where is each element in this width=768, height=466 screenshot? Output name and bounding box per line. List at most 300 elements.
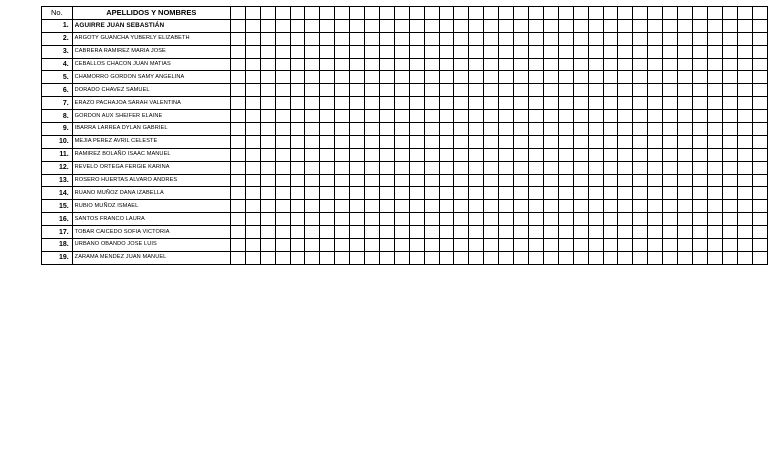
grid-cell[interactable] [633,32,648,45]
grid-cell[interactable] [409,226,424,239]
grid-cell[interactable] [230,135,245,148]
grid-cell[interactable] [439,32,454,45]
grid-cell[interactable] [514,226,529,239]
grid-cell[interactable] [543,187,558,200]
grid-cell[interactable] [573,226,588,239]
grid-cell[interactable] [245,32,260,45]
grid-cell[interactable] [514,251,529,264]
grid-cell[interactable] [543,84,558,97]
header-grid-cell[interactable] [439,7,454,20]
header-grid-cell[interactable] [707,7,722,20]
grid-cell[interactable] [335,213,350,226]
grid-cell[interactable] [603,84,618,97]
grid-cell[interactable] [305,135,320,148]
grid-cell[interactable] [633,226,648,239]
grid-cell[interactable] [335,187,350,200]
grid-cell[interactable] [379,32,394,45]
grid-cell[interactable] [529,251,544,264]
grid-cell[interactable] [290,32,305,45]
grid-cell[interactable] [558,32,573,45]
grid-cell[interactable] [678,71,693,84]
grid-cell[interactable] [439,97,454,110]
grid-cell[interactable] [663,161,678,174]
grid-cell[interactable] [409,174,424,187]
grid-cell[interactable] [409,110,424,123]
grid-cell[interactable] [260,19,275,32]
grid-cell[interactable] [245,148,260,161]
grid-cell[interactable] [573,213,588,226]
grid-cell[interactable] [305,200,320,213]
grid-cell[interactable] [245,187,260,200]
grid-cell[interactable] [737,239,752,252]
grid-cell[interactable] [633,213,648,226]
header-grid-cell[interactable] [469,7,484,20]
grid-cell[interactable] [335,226,350,239]
grid-cell[interactable] [260,58,275,71]
header-grid-cell[interactable] [737,7,752,20]
header-grid-cell[interactable] [588,7,603,20]
grid-cell[interactable] [275,187,290,200]
grid-cell[interactable] [573,45,588,58]
grid-cell[interactable] [350,58,365,71]
grid-cell[interactable] [663,251,678,264]
grid-cell[interactable] [260,84,275,97]
grid-cell[interactable] [394,161,409,174]
grid-cell[interactable] [439,58,454,71]
grid-cell[interactable] [365,123,380,136]
grid-cell[interactable] [499,251,514,264]
grid-cell[interactable] [543,148,558,161]
grid-cell[interactable] [543,174,558,187]
grid-cell[interactable] [692,226,707,239]
grid-cell[interactable] [663,213,678,226]
header-grid-cell[interactable] [543,7,558,20]
grid-cell[interactable] [633,123,648,136]
grid-cell[interactable] [558,200,573,213]
grid-cell[interactable] [573,187,588,200]
grid-cell[interactable] [320,187,335,200]
grid-cell[interactable] [499,97,514,110]
grid-cell[interactable] [230,32,245,45]
grid-cell[interactable] [439,213,454,226]
grid-cell[interactable] [529,135,544,148]
grid-cell[interactable] [335,45,350,58]
grid-cell[interactable] [320,32,335,45]
grid-cell[interactable] [484,97,499,110]
grid-cell[interactable] [230,239,245,252]
grid-cell[interactable] [633,200,648,213]
grid-cell[interactable] [692,200,707,213]
header-grid-cell[interactable] [454,7,469,20]
header-grid-cell[interactable] [245,7,260,20]
grid-cell[interactable] [692,58,707,71]
grid-cell[interactable] [722,97,737,110]
grid-cell[interactable] [409,45,424,58]
grid-cell[interactable] [439,174,454,187]
grid-cell[interactable] [424,97,439,110]
grid-cell[interactable] [692,32,707,45]
grid-cell[interactable] [514,200,529,213]
grid-cell[interactable] [439,239,454,252]
grid-cell[interactable] [678,174,693,187]
grid-cell[interactable] [692,135,707,148]
grid-cell[interactable] [290,123,305,136]
grid-cell[interactable] [394,110,409,123]
header-grid-cell[interactable] [484,7,499,20]
grid-cell[interactable] [439,71,454,84]
grid-cell[interactable] [379,45,394,58]
grid-cell[interactable] [737,19,752,32]
grid-cell[interactable] [469,71,484,84]
header-grid-cell[interactable] [618,7,633,20]
grid-cell[interactable] [379,110,394,123]
grid-cell[interactable] [618,123,633,136]
grid-cell[interactable] [573,32,588,45]
grid-cell[interactable] [409,19,424,32]
grid-cell[interactable] [573,19,588,32]
grid-cell[interactable] [663,148,678,161]
grid-cell[interactable] [603,97,618,110]
grid-cell[interactable] [573,200,588,213]
grid-cell[interactable] [365,97,380,110]
grid-cell[interactable] [663,174,678,187]
header-grid-cell[interactable] [558,7,573,20]
grid-cell[interactable] [469,97,484,110]
grid-cell[interactable] [648,135,663,148]
grid-cell[interactable] [618,161,633,174]
grid-cell[interactable] [558,226,573,239]
grid-cell[interactable] [469,110,484,123]
grid-cell[interactable] [707,226,722,239]
header-grid-cell[interactable] [275,7,290,20]
grid-cell[interactable] [320,161,335,174]
grid-cell[interactable] [707,148,722,161]
grid-cell[interactable] [394,251,409,264]
grid-cell[interactable] [633,251,648,264]
grid-cell[interactable] [529,110,544,123]
grid-cell[interactable] [648,251,663,264]
grid-cell[interactable] [350,239,365,252]
grid-cell[interactable] [678,161,693,174]
grid-cell[interactable] [633,58,648,71]
grid-cell[interactable] [305,32,320,45]
grid-cell[interactable] [543,58,558,71]
grid-cell[interactable] [275,58,290,71]
grid-cell[interactable] [603,110,618,123]
grid-cell[interactable] [514,213,529,226]
grid-cell[interactable] [365,19,380,32]
grid-cell[interactable] [230,110,245,123]
grid-cell[interactable] [752,84,767,97]
grid-cell[interactable] [648,19,663,32]
grid-cell[interactable] [573,161,588,174]
grid-cell[interactable] [573,84,588,97]
grid-cell[interactable] [514,19,529,32]
grid-cell[interactable] [245,19,260,32]
grid-cell[interactable] [618,84,633,97]
header-grid-cell[interactable] [335,7,350,20]
grid-cell[interactable] [678,200,693,213]
grid-cell[interactable] [469,123,484,136]
grid-cell[interactable] [245,123,260,136]
grid-cell[interactable] [379,213,394,226]
grid-cell[interactable] [305,71,320,84]
grid-cell[interactable] [603,239,618,252]
grid-cell[interactable] [365,71,380,84]
grid-cell[interactable] [663,123,678,136]
grid-cell[interactable] [692,161,707,174]
grid-cell[interactable] [409,239,424,252]
grid-cell[interactable] [275,226,290,239]
grid-cell[interactable] [752,32,767,45]
grid-cell[interactable] [350,123,365,136]
grid-cell[interactable] [335,71,350,84]
grid-cell[interactable] [260,187,275,200]
grid-cell[interactable] [558,19,573,32]
grid-cell[interactable] [514,97,529,110]
grid-cell[interactable] [394,174,409,187]
grid-cell[interactable] [290,251,305,264]
grid-cell[interactable] [394,200,409,213]
grid-cell[interactable] [275,84,290,97]
grid-cell[interactable] [573,123,588,136]
grid-cell[interactable] [722,123,737,136]
grid-cell[interactable] [588,213,603,226]
grid-cell[interactable] [543,135,558,148]
grid-cell[interactable] [379,58,394,71]
grid-cell[interactable] [543,45,558,58]
header-grid-cell[interactable] [499,7,514,20]
grid-cell[interactable] [484,135,499,148]
grid-cell[interactable] [678,148,693,161]
grid-cell[interactable] [454,148,469,161]
grid-cell[interactable] [603,161,618,174]
grid-cell[interactable] [245,213,260,226]
grid-cell[interactable] [454,32,469,45]
grid-cell[interactable] [230,213,245,226]
grid-cell[interactable] [394,148,409,161]
grid-cell[interactable] [320,71,335,84]
grid-cell[interactable] [603,19,618,32]
grid-cell[interactable] [707,19,722,32]
grid-cell[interactable] [275,148,290,161]
grid-cell[interactable] [648,239,663,252]
grid-cell[interactable] [529,226,544,239]
grid-cell[interactable] [573,97,588,110]
grid-cell[interactable] [543,251,558,264]
grid-cell[interactable] [290,71,305,84]
grid-cell[interactable] [588,226,603,239]
grid-cell[interactable] [603,226,618,239]
grid-cell[interactable] [320,110,335,123]
grid-cell[interactable] [603,174,618,187]
grid-cell[interactable] [290,161,305,174]
grid-cell[interactable] [305,97,320,110]
grid-cell[interactable] [722,45,737,58]
grid-cell[interactable] [260,110,275,123]
grid-cell[interactable] [499,148,514,161]
grid-cell[interactable] [379,135,394,148]
grid-cell[interactable] [752,226,767,239]
grid-cell[interactable] [379,123,394,136]
grid-cell[interactable] [678,84,693,97]
grid-cell[interactable] [290,148,305,161]
grid-cell[interactable] [529,200,544,213]
grid-cell[interactable] [424,110,439,123]
grid-cell[interactable] [752,213,767,226]
grid-cell[interactable] [514,148,529,161]
grid-cell[interactable] [722,174,737,187]
grid-cell[interactable] [543,239,558,252]
grid-cell[interactable] [365,32,380,45]
grid-cell[interactable] [588,58,603,71]
grid-cell[interactable] [514,45,529,58]
grid-cell[interactable] [469,161,484,174]
grid-cell[interactable] [484,123,499,136]
grid-cell[interactable] [394,187,409,200]
grid-cell[interactable] [722,84,737,97]
grid-cell[interactable] [529,71,544,84]
grid-cell[interactable] [722,226,737,239]
grid-cell[interactable] [409,71,424,84]
grid-cell[interactable] [678,239,693,252]
grid-cell[interactable] [365,239,380,252]
grid-cell[interactable] [663,187,678,200]
grid-cell[interactable] [514,174,529,187]
grid-cell[interactable] [379,84,394,97]
grid-cell[interactable] [499,45,514,58]
grid-cell[interactable] [588,110,603,123]
grid-cell[interactable] [245,200,260,213]
grid-cell[interactable] [558,110,573,123]
grid-cell[interactable] [558,58,573,71]
grid-cell[interactable] [558,174,573,187]
grid-cell[interactable] [230,123,245,136]
grid-cell[interactable] [692,148,707,161]
grid-cell[interactable] [484,187,499,200]
grid-cell[interactable] [424,148,439,161]
grid-cell[interactable] [484,161,499,174]
grid-cell[interactable] [707,200,722,213]
grid-cell[interactable] [290,200,305,213]
grid-cell[interactable] [663,19,678,32]
grid-cell[interactable] [707,123,722,136]
grid-cell[interactable] [678,58,693,71]
grid-cell[interactable] [692,239,707,252]
grid-cell[interactable] [737,148,752,161]
grid-cell[interactable] [394,239,409,252]
grid-cell[interactable] [529,84,544,97]
header-grid-cell[interactable] [365,7,380,20]
grid-cell[interactable] [245,97,260,110]
grid-cell[interactable] [365,45,380,58]
grid-cell[interactable] [737,200,752,213]
grid-cell[interactable] [365,84,380,97]
grid-cell[interactable] [514,32,529,45]
grid-cell[interactable] [618,45,633,58]
grid-cell[interactable] [439,135,454,148]
grid-cell[interactable] [618,71,633,84]
grid-cell[interactable] [469,200,484,213]
grid-cell[interactable] [335,110,350,123]
grid-cell[interactable] [648,32,663,45]
grid-cell[interactable] [543,226,558,239]
grid-cell[interactable] [409,200,424,213]
grid-cell[interactable] [499,161,514,174]
grid-cell[interactable] [290,97,305,110]
grid-cell[interactable] [529,45,544,58]
grid-cell[interactable] [290,174,305,187]
grid-cell[interactable] [439,251,454,264]
grid-cell[interactable] [305,110,320,123]
header-grid-cell[interactable] [230,7,245,20]
grid-cell[interactable] [454,19,469,32]
grid-cell[interactable] [305,187,320,200]
grid-cell[interactable] [230,71,245,84]
grid-cell[interactable] [484,251,499,264]
grid-cell[interactable] [469,135,484,148]
grid-cell[interactable] [305,251,320,264]
grid-cell[interactable] [648,174,663,187]
grid-cell[interactable] [469,213,484,226]
grid-cell[interactable] [350,187,365,200]
grid-cell[interactable] [663,97,678,110]
grid-cell[interactable] [275,200,290,213]
grid-cell[interactable] [320,58,335,71]
grid-cell[interactable] [439,187,454,200]
grid-cell[interactable] [469,148,484,161]
grid-cell[interactable] [543,19,558,32]
grid-cell[interactable] [648,110,663,123]
grid-cell[interactable] [320,45,335,58]
grid-cell[interactable] [588,32,603,45]
grid-cell[interactable] [439,200,454,213]
grid-cell[interactable] [752,71,767,84]
grid-cell[interactable] [722,58,737,71]
grid-cell[interactable] [588,123,603,136]
grid-cell[interactable] [379,200,394,213]
grid-cell[interactable] [290,19,305,32]
grid-cell[interactable] [454,58,469,71]
grid-cell[interactable] [305,148,320,161]
grid-cell[interactable] [543,123,558,136]
grid-cell[interactable] [320,84,335,97]
grid-cell[interactable] [737,58,752,71]
grid-cell[interactable] [379,19,394,32]
grid-cell[interactable] [439,123,454,136]
grid-cell[interactable] [275,213,290,226]
grid-cell[interactable] [543,97,558,110]
grid-cell[interactable] [618,97,633,110]
grid-cell[interactable] [275,161,290,174]
grid-cell[interactable] [499,32,514,45]
grid-cell[interactable] [320,19,335,32]
grid-cell[interactable] [260,97,275,110]
grid-cell[interactable] [648,97,663,110]
grid-cell[interactable] [618,148,633,161]
grid-cell[interactable] [469,58,484,71]
grid-cell[interactable] [752,187,767,200]
header-grid-cell[interactable] [692,7,707,20]
grid-cell[interactable] [707,213,722,226]
grid-cell[interactable] [707,187,722,200]
grid-cell[interactable] [692,71,707,84]
grid-cell[interactable] [588,45,603,58]
grid-cell[interactable] [722,200,737,213]
grid-cell[interactable] [618,135,633,148]
grid-cell[interactable] [618,58,633,71]
grid-cell[interactable] [409,251,424,264]
